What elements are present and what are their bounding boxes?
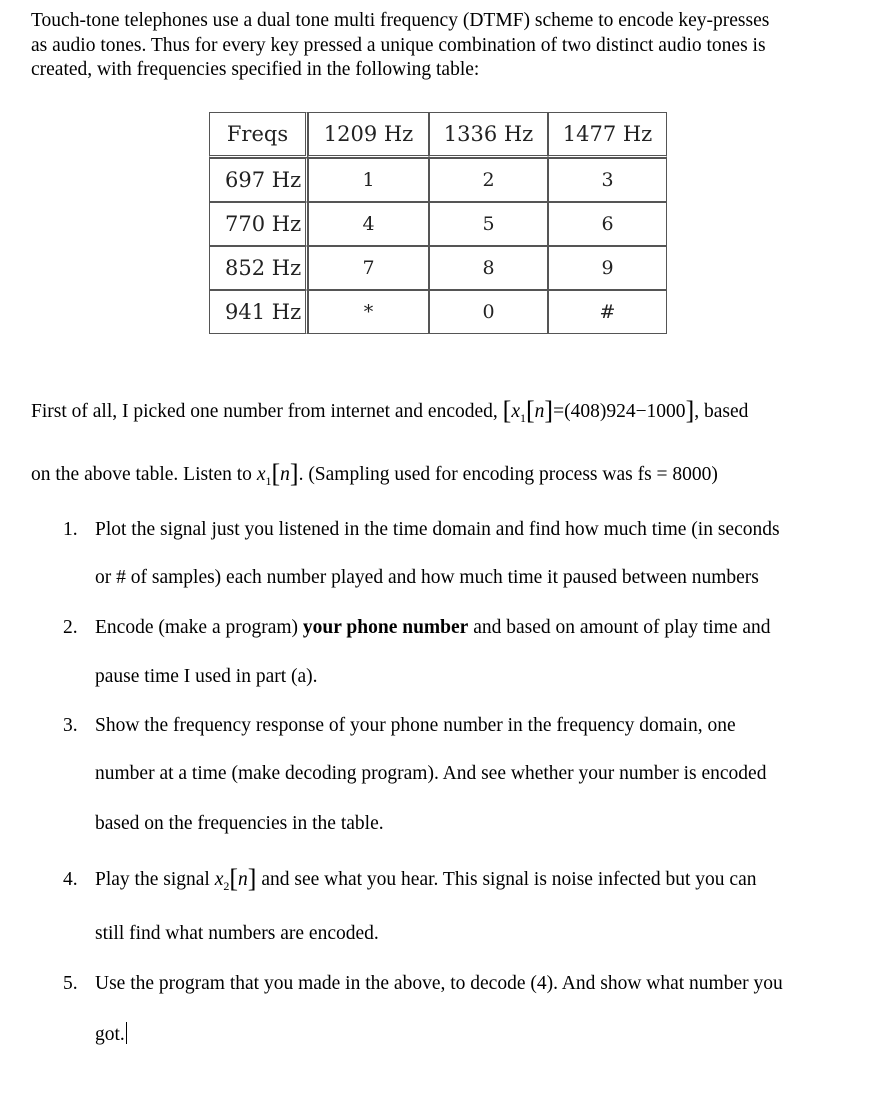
list-item: 5. Use the program that you made in the above, to decode (4). And show what number you	[63, 973, 783, 994]
table-header-cell: Freqs	[209, 112, 308, 158]
table-cell: 4	[308, 202, 429, 246]
list-item-continuation: pause time I used in part (a).	[95, 666, 318, 687]
table-row	[209, 246, 667, 290]
table-cell: 8	[429, 246, 548, 290]
table-cell: 1	[308, 158, 429, 202]
formula-x2: $x_2[n]$	[214, 864, 257, 893]
paragraph-text: . (Sampling used for encoding process was fs = 8000)	[298, 464, 718, 485]
intro-paragraph	[31, 9, 851, 83]
intro-line-2: as audio tones. Thus for every key pressed a unique combination of two distinct audio tones is	[31, 34, 766, 56]
table-cell: 2	[429, 158, 548, 202]
table-cell: 5	[429, 202, 548, 246]
dtmf-frequency-table	[209, 112, 667, 334]
intro-line-1: Touch-tone telephones use a dual tone multi frequency (DTMF) scheme to encode key-presses	[31, 10, 770, 31]
table-cell: #	[548, 290, 667, 334]
table-row-frequency: 941 Hz	[209, 290, 308, 334]
list-item: 4. Play the signal $x_2[n]$ and see what you hear. This signal is noise infected but you can	[63, 864, 757, 893]
formula-x1: $x_1[n]$	[256, 459, 299, 488]
bold-text: your phone number	[302, 617, 469, 638]
table-cell: 6	[548, 202, 667, 246]
table-cell: 0	[429, 290, 548, 334]
formula-x1-number: $[x_1[n]=(408)924-1000]$	[502, 396, 695, 425]
paragraph-listen	[31, 459, 718, 489]
list-item: 1. Plot the signal just you listened in the time domain and find how much time (in seconds	[63, 519, 780, 540]
table-row	[209, 202, 667, 246]
table-row	[209, 158, 667, 202]
list-item-continuation: got.	[95, 1022, 127, 1046]
table-cell: 3	[548, 158, 667, 202]
paragraph-text: , based	[694, 401, 749, 422]
table-row-frequency: 852 Hz	[209, 246, 308, 290]
text-cursor	[126, 1022, 128, 1044]
table-header-cell: 1209 Hz	[308, 112, 429, 158]
table-cell: 7	[308, 246, 429, 290]
table-row-frequency: 697 Hz	[209, 158, 308, 202]
table-header-cell: 1336 Hz	[429, 112, 548, 158]
intro-line-3: created, with frequencies specified in the following table:	[31, 59, 480, 80]
list-item: 2. Encode (make a program) your phone number and based on amount of play time and	[63, 617, 771, 638]
list-item-continuation: number at a time (make decoding program). And see whether your number is encoded	[95, 763, 767, 784]
list-item-continuation: or # of samples) each number played and how much time it paused between numbers	[95, 567, 759, 588]
paragraph-text: on the above table. Listen to	[31, 464, 252, 485]
list-item-continuation: based on the frequencies in the table.	[95, 813, 384, 834]
list-item-continuation: still find what numbers are encoded.	[95, 923, 379, 944]
table-cell: *	[308, 290, 429, 334]
table-row	[209, 290, 667, 334]
paragraph-encoded-number	[31, 396, 748, 426]
paragraph-text: First of all, I picked one number from internet and encoded,	[31, 401, 498, 422]
table-row-frequency: 770 Hz	[209, 202, 308, 246]
table-cell: 9	[548, 246, 667, 290]
table-header-cell: 1477 Hz	[548, 112, 667, 158]
table-header-row	[209, 112, 667, 158]
list-item: 3. Show the frequency response of your phone number in the frequency domain, one	[63, 715, 736, 736]
